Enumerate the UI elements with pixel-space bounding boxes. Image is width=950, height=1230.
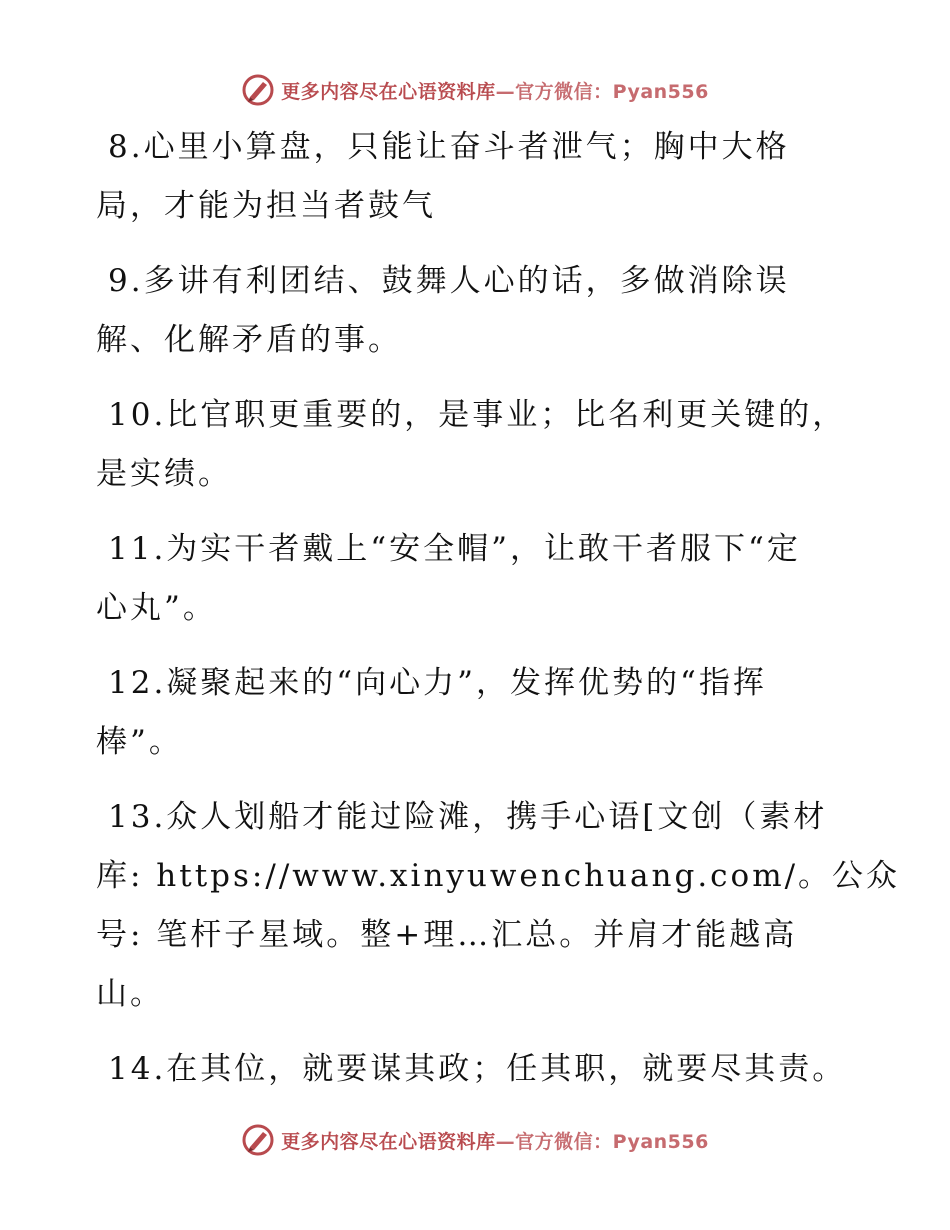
paragraph-line: 山。 xyxy=(96,976,164,1012)
header-banner xyxy=(0,70,950,110)
footer-brand-text: 更多内容尽在心语资料库 xyxy=(281,1130,496,1153)
paragraph-line: 10.比官职更重要的，是事业；比名利更关键的， xyxy=(108,397,847,433)
paragraph-line: 局，才能为担当者鼓气 xyxy=(96,188,436,224)
paragraph-line: 11.为实干者戴上“安全帽”，让敢干者服下“定 xyxy=(108,531,801,567)
paragraph-item xyxy=(96,118,856,236)
pen-logo-icon xyxy=(241,73,275,107)
paragraph-line: 心丸”。 xyxy=(96,590,217,626)
footer-sep: — xyxy=(495,1130,516,1153)
footer-banner-text xyxy=(281,1127,709,1154)
paragraph-line: 12.凝聚起来的“向心力”，发挥优势的“指挥 xyxy=(108,665,767,701)
header-wechat-text: 官方微信：Pyan556 xyxy=(515,80,709,103)
paragraph-line: 8.心里小算盘，只能让奋斗者泄气；胸中大格 xyxy=(108,129,790,165)
paragraph-item xyxy=(96,386,856,504)
header-brand-text: 更多内容尽在心语资料库 xyxy=(281,80,496,103)
paragraph-line: 9.多讲有利团结、鼓舞人心的话，多做消除误 xyxy=(108,263,790,299)
header-sep: — xyxy=(495,80,516,103)
paragraph-item xyxy=(96,654,856,772)
paragraph-line: 号: 笔杆子星域。整+理…汇总。并肩才能越高 xyxy=(96,917,798,953)
paragraph-line: 14.在其位，就要谋其政；任其职，就要尽其责。 xyxy=(108,1051,847,1087)
paragraph-item xyxy=(96,252,856,370)
document-body xyxy=(96,118,901,1115)
footer-banner xyxy=(0,1120,950,1160)
paragraph-line: 13.众人划船才能过险滩，携手心语[文创（素材 xyxy=(108,799,828,835)
paragraph-line: 棒”。 xyxy=(96,724,183,760)
paragraph-line: 是实绩。 xyxy=(96,456,232,492)
paragraph-item xyxy=(96,520,856,638)
paragraph-line: 解、化解矛盾的事。 xyxy=(96,322,402,358)
paragraph-item xyxy=(96,1040,856,1099)
header-banner-text xyxy=(281,77,709,104)
paragraph-item xyxy=(96,788,901,1024)
footer-wechat-text: 官方微信：Pyan556 xyxy=(515,1130,709,1153)
pen-logo-icon xyxy=(241,1123,275,1157)
paragraph-line: 库: https://www.xinyuwenchuang.com/。公众 xyxy=(96,858,901,894)
